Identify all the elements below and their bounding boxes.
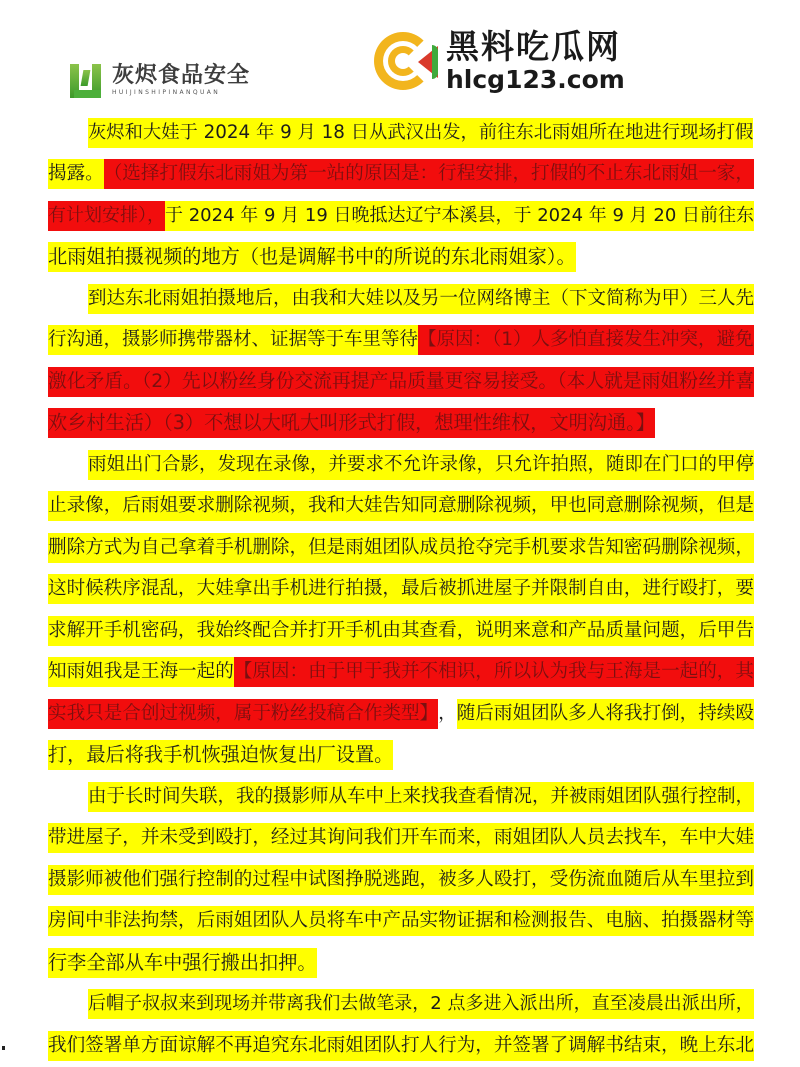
site-url: hlcg123.com — [446, 65, 625, 94]
yellow-highlight-text: 灰烬和大娃于 2024 年 9 月 18 日从武汉出发，前往东北雨姐所在地进行现场打假 — [88, 118, 753, 148]
text-line — [48, 320, 754, 362]
text-line — [48, 610, 754, 652]
yellow-highlight-text: 于 2024 年 9 月 19 日晚抵达辽宁本溪县，于 2024 年 9 月 20 日前往东 — [165, 201, 754, 231]
watermelon-c-logo-icon — [374, 28, 440, 94]
red-highlight-text: 欢乡村生活）（3）不想以大吼大叫形式打假，想理性维权，文明沟通。】 — [48, 408, 655, 438]
text-line — [48, 942, 754, 984]
plain-text: ， — [438, 702, 457, 724]
red-highlight-text: （选择打假东北雨姐为第一站的原因是：行程安排，打假的不止东北雨姐一家， — [104, 159, 754, 189]
yellow-highlight-text: 后帽子叔叔来到现场并带离我们去做笔录，2 点多进入派出所，直至凌晨出派出所， — [88, 989, 754, 1019]
yellow-highlight-text: 行沟通，摄影师携带器材、证据等于车里等待 — [48, 325, 418, 355]
yellow-highlight-text: 带进屋子，并未受到殴打，经过其询问我们开车而来，雨姐团队人员去找车，车中大娃 — [48, 823, 754, 853]
red-highlight-text: 激化矛盾。（2）先以粉丝身份交流再提产品质量更容易接受。（本人就是雨姐粉丝并喜 — [48, 367, 754, 397]
header — [0, 0, 800, 110]
text-line — [48, 859, 754, 901]
text-line — [48, 195, 754, 237]
yellow-highlight-text: 删除方式为自己拿着手机删除，但是雨姐团队成员抢夺完手机要求告知密码删除视频， — [48, 533, 754, 563]
text-line — [48, 735, 754, 777]
yellow-highlight-text: 由于长时间失联，我的摄影师从车中上来找我查看情况，并被雨姐团队强行控制， — [88, 782, 754, 812]
text-line — [48, 403, 754, 445]
text-line — [48, 818, 754, 860]
text-line — [48, 112, 754, 154]
yellow-highlight-text: 这时候秩序混乱，大娃拿出手机进行拍摄，最后被抓进屋子并限制自由，进行殴打，要 — [48, 574, 754, 604]
text-line — [48, 569, 754, 611]
hj-leaf-logo-icon — [68, 60, 104, 100]
yellow-highlight-text: 知雨姐我是王海一起的 — [48, 657, 234, 687]
yellow-highlight-text: 北雨姐拍摄视频的地方（也是调解书中的所说的东北雨姐家）。 — [48, 242, 576, 272]
edge-mark — [2, 1046, 5, 1050]
yellow-highlight-text: 雨姐出门合影，发现在录像，并要求不允许录像，只允许拍照，随即在门口的甲停 — [88, 450, 754, 480]
huijin-food-safety-logo — [68, 60, 250, 100]
red-highlight-text: 实我只是合创过视频，属于粉丝投稿合作类型】 — [48, 699, 438, 729]
text-line — [48, 1025, 754, 1067]
text-line — [48, 154, 754, 196]
text-line — [48, 901, 754, 943]
text-line — [48, 984, 754, 1026]
text-line — [48, 361, 754, 403]
text-line — [48, 652, 754, 694]
yellow-highlight-text: 止录像，后雨姐要求删除视频，我和大娃告知同意删除视频，甲也同意删除视频，但是 — [48, 491, 754, 521]
text-line — [48, 527, 754, 569]
red-highlight-text: 【原因：（1）人多怕直接发生冲突，避免 — [418, 325, 754, 355]
text-line — [48, 776, 754, 818]
site-title: 黑料吃瓜网 — [446, 27, 621, 66]
yellow-highlight-text: 随后雨姐团队多人将我打倒，持续殴 — [457, 699, 754, 729]
red-highlight-text: 【原因：由于甲于我并不相识，所以认为我与王海是一起的，其 — [234, 657, 754, 687]
logo-title: 灰烬食品安全 — [112, 62, 251, 88]
hlcg-site-logo — [374, 28, 625, 94]
yellow-highlight-text: 揭露。 — [48, 159, 104, 189]
yellow-highlight-text: 我们签署单方面谅解不再追究东北雨姐团队打人行为，并签署了调解书结束，晚上东北 — [48, 1031, 754, 1061]
text-line — [48, 278, 754, 320]
text-line — [48, 237, 754, 279]
yellow-highlight-text: 房间中非法拘禁，后雨姐团队人员将车中产品实物证据和检测报告、电脑、拍摄器材等 — [48, 906, 754, 936]
yellow-highlight-text: 求解开手机密码，我始终配合并打开手机由其查看，说明来意和产品质量问题，后甲告 — [48, 616, 754, 646]
yellow-highlight-text: 摄影师被他们强行控制的过程中试图挣脱逃跑，被多人殴打，受伤流血随后从车里拉到 — [48, 865, 754, 895]
text-line — [48, 486, 754, 528]
yellow-highlight-text: 打，最后将我手机恢强迫恢复出厂设置。 — [48, 740, 393, 770]
logo-subtitle: HUIJINSHIPINANQUAN — [112, 88, 221, 96]
document-body — [48, 112, 754, 1067]
yellow-highlight-text: 到达东北雨姐拍摄地后，由我和大娃以及另一位网络博主（下文简称为甲）三人先 — [88, 284, 754, 314]
text-line — [48, 693, 754, 735]
text-line — [48, 444, 754, 486]
yellow-highlight-text: 行李全部从车中强行搬出扣押。 — [48, 948, 317, 978]
red-highlight-text: 有计划安排）， — [48, 201, 165, 231]
